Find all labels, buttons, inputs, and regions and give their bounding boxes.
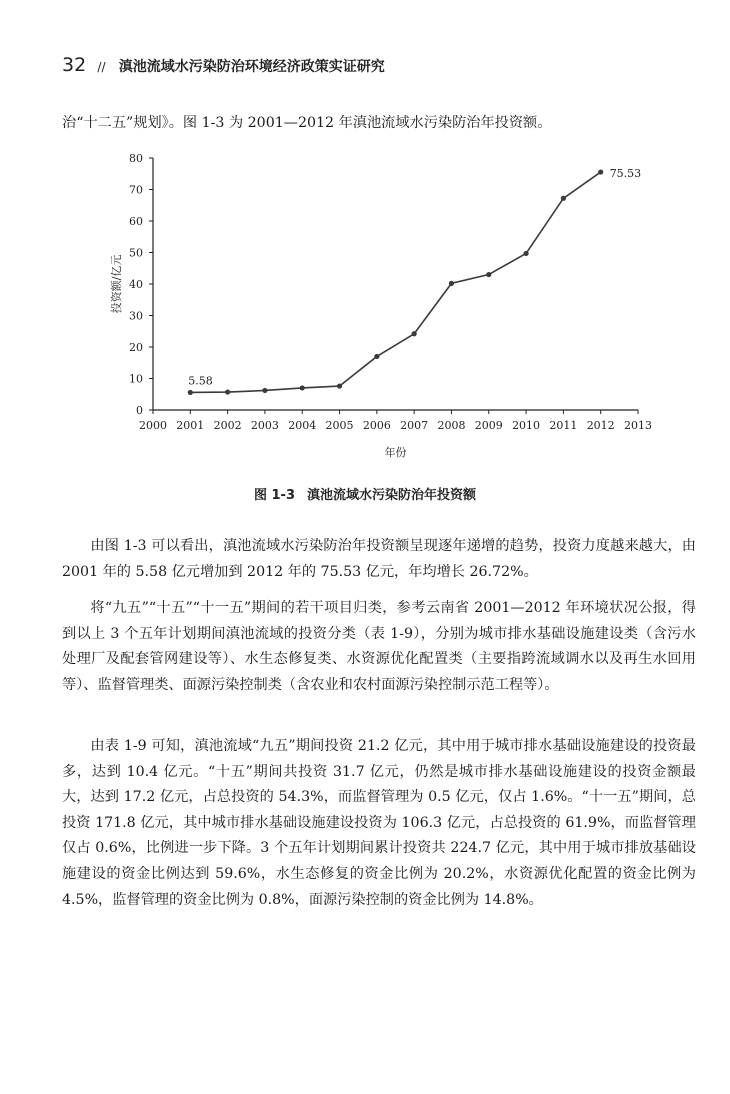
running-header	[62, 54, 702, 76]
data-label: 75.53	[609, 167, 642, 181]
data-point-2004	[300, 385, 305, 390]
data-point-2002	[225, 389, 230, 394]
investment-line-chart	[100, 146, 660, 476]
y-tick-label: 0	[136, 404, 143, 417]
x-tick-label: 2012	[586, 419, 615, 432]
page-number: 32	[62, 54, 87, 76]
y-axis-label: 投资额/亿元	[110, 254, 123, 314]
x-tick-label: 2004	[288, 419, 317, 432]
paragraph-intro: 治“十二五”规划》。图 1-3 为 2001—2012 年滇池流域水污染防治年投资额。	[62, 115, 552, 131]
x-tick-label: 2001	[176, 419, 205, 432]
x-tick-label: 2005	[325, 419, 354, 432]
x-tick-label: 2002	[213, 419, 242, 432]
paragraph-table-analysis: 由表 1-9 可知，滇池流域“九五”期间投资 21.2 亿元，其中用于城市排水基础设施建设的投资最多，达到 10.4 亿元。“十五”期间共投资 31.7 亿元，仍然是城市排水基础设施建设的投资金额最大，达到 17.2 亿元，占总投资的 54.3%，而监督管理为 0.5 亿元，仅占 1.6%。“十一五”期间，总投资 171.8 亿元，其中城市排水基础设施建设投资为 106.3 亿元，占总投资的 61.9%，而监督管理仅占 0.6%，比例进一步下降。3 个五年计划期间累计投资共 224.7 亿元，其中用于城市排放基础设施建设的资金比例达到 59.6%，水生态修复的资金比例为 20.2%，水资源优化配置的资金比例为 4.5%，监督管理的资金比例为 0.8%，面源污染控制的资金比例为 14.8%。	[62, 738, 696, 908]
data-point-2001	[188, 390, 193, 395]
y-tick-label: 70	[129, 183, 143, 197]
data-point-2009	[486, 272, 491, 277]
x-tick-label: 2013	[624, 419, 652, 432]
data-point-2007	[412, 331, 417, 336]
figure-caption	[0, 484, 730, 503]
data-point-2010	[523, 251, 528, 256]
data-point-2008	[449, 281, 454, 286]
x-tick-label: 2009	[474, 419, 503, 432]
figure-number: 图 1-3	[253, 488, 295, 503]
series-line	[190, 172, 600, 392]
x-tick-label: 2006	[362, 419, 391, 432]
y-tick-label: 20	[129, 341, 143, 354]
y-tick-label: 60	[129, 215, 143, 228]
x-axis-label: 年份	[384, 446, 407, 459]
x-tick-label: 2007	[400, 419, 429, 432]
book-title: 滇池流域水污染防治环境经济政策实证研究	[118, 59, 385, 75]
x-tick-label: 2003	[250, 419, 279, 432]
y-tick-label: 40	[129, 278, 143, 291]
y-tick-label: 80	[129, 152, 143, 165]
y-tick-label: 50	[129, 246, 143, 260]
x-tick-label: 2000	[139, 419, 167, 432]
data-point-2011	[561, 196, 566, 201]
header-separator: //	[97, 60, 106, 74]
x-tick-label: 2010	[512, 419, 541, 432]
data-label: 5.58	[188, 374, 213, 388]
data-point-2012	[598, 169, 603, 174]
paragraph-classification: 将“九五”“十五”“十一五”期间的若干项目归类，参考云南省 2001—2012 年环境状况公报，得到以上 3 个五年计划期间滇池流域的投资分类（表 1-9），分别为城市排水基础设施建设类（含污水处理厂及配套管网建设等）、水生态修复类、水资源优化配置类（主要指跨流域调水以及再生水回用等）、监督管理类、面源污染控制类（含农业和农村面源污染控制示范工程等）。	[62, 600, 696, 693]
figure-title: 滇池流域水污染防治年投资额	[307, 488, 477, 503]
data-point-2003	[262, 388, 267, 393]
y-tick-label: 10	[129, 372, 143, 386]
data-point-2005	[337, 383, 342, 388]
x-tick-label: 2008	[437, 419, 466, 432]
data-point-2006	[374, 354, 379, 359]
x-tick-label: 2011	[549, 419, 578, 432]
paragraph-trend: 由图 1-3 可以看出，滇池流域水污染防治年投资额呈现逐年递增的趋势，投资力度越来越大，由 2001 年的 5.58 亿元增加到 2012 年的 75.53 亿元，年均增长 26.72%。	[62, 538, 696, 580]
y-tick-label: 30	[129, 309, 143, 323]
